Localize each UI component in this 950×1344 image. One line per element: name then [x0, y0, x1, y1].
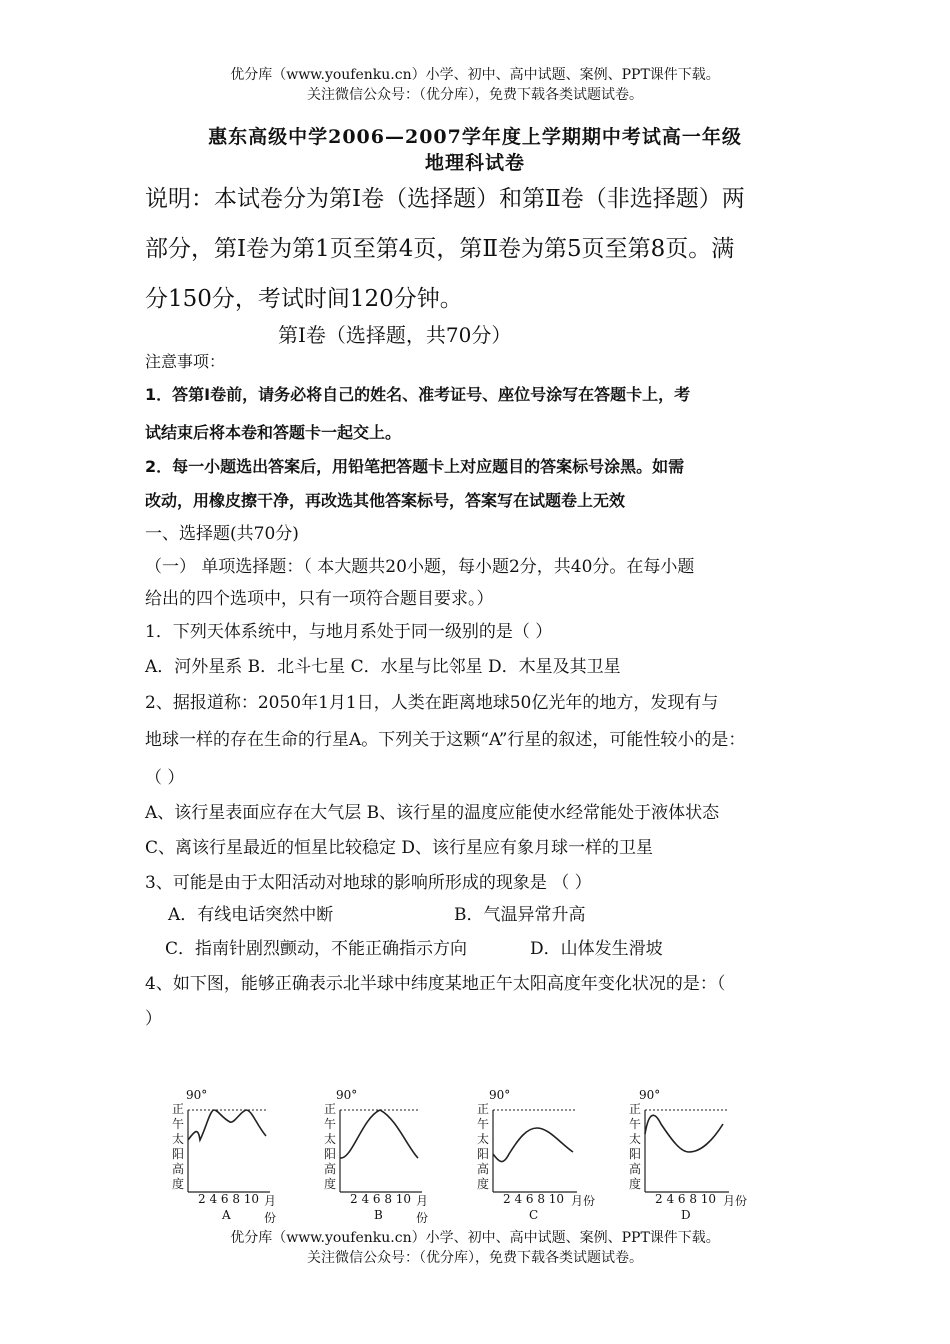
graph-b-x-ticks: 2 4 6 8 10 [350, 1192, 412, 1206]
graph-c-x-ticks: 2 4 6 8 10 [503, 1192, 565, 1206]
notes-heading: 注意事项： [145, 352, 226, 371]
question-2-options-cd: C、离该行星最近的恒星比较稳定 D、该行星应有象月球一样的卫星 [145, 838, 654, 858]
question-4-line-2: ） [145, 1009, 162, 1029]
question-3-option-b: B．气温异常升高 [454, 905, 586, 925]
part-heading: 一、选择题(共70分) [145, 524, 299, 544]
question-2-line-1: 2、据报道称：2050年1月1日，人类在距离地球50亿光年的地方，发现有与 [145, 693, 719, 713]
intro-line-1: 说明：本试卷分为第Ⅰ卷（选择题）和第Ⅱ卷（非选择题）两 [145, 186, 745, 212]
graph-d [627, 1088, 747, 1228]
graph-b-x-unit: 月份 [416, 1194, 429, 1225]
note-2-line-2: 改动，用橡皮擦干净，再改选其他答案标号，答案写在试题卷上无效 [145, 491, 626, 510]
question-3-option-c: C．指南针剧烈颤动，不能正确指示方向 [165, 939, 468, 959]
graph-a-x-unit: 月份 [264, 1194, 277, 1225]
graph-d-label: D [681, 1208, 691, 1222]
graph-d-top-label: 90° [639, 1088, 661, 1102]
graph-c-label: C [529, 1208, 539, 1222]
graph-a [170, 1088, 285, 1228]
graph-b-top-label: 90° [336, 1088, 358, 1102]
graph-a-y-label: 正 午 太 阳 高 度 [172, 1102, 185, 1191]
note-2-line-1: 2．每一小题选出答案后，用铅笔把答题卡上对应题目的答案标号涂黑。如需 [145, 457, 685, 476]
section-heading: 第Ⅰ卷（选择题，共70分） [278, 323, 512, 347]
question-2-line-3: （ ） [145, 768, 185, 788]
question-4-line-1: 4、如下图，能够正确表示北半球中纬度某地正午太阳高度年变化状况的是：（ [145, 974, 726, 994]
intro-line-3: 分150分，考试时间120分钟。 [145, 286, 463, 312]
graph-d-x-ticks: 2 4 6 8 10 [655, 1192, 717, 1206]
footer-line-1: 优分库（www.youfenku.cn）小学、初中、高中试题、案例、PPT课件下载。 [230, 1230, 720, 1246]
graph-d-y-label: 正 午 太 阳 高 度 [629, 1102, 642, 1191]
graph-b-y-label: 正 午 太 阳 高 度 [324, 1102, 337, 1191]
note-1-line-1: 1．答第Ⅰ卷前，请务必将自己的姓名、准考证号、座位号涂写在答题卡上，考 [145, 385, 691, 404]
graph-c-top-label: 90° [489, 1088, 511, 1102]
graph-a-label: A [222, 1208, 231, 1222]
note-1-line-2: 试结束后将本卷和答题卡一起交上。 [145, 423, 402, 442]
intro-line-2: 部分，第Ⅰ卷为第1页至第4页，第Ⅱ卷为第5页至第8页。满 [145, 236, 735, 262]
graph-a-x-ticks: 2 4 6 8 10 [198, 1192, 260, 1206]
graph-c [475, 1088, 595, 1228]
header-line-2: 关注微信公众号：（优分库），免费下载各类试题试卷。 [307, 87, 643, 103]
graph-c-y-label: 正 午 太 阳 高 度 [477, 1102, 490, 1191]
question-3: 3、可能是由于太阳活动对地球的影响所形成的现象是 （ ） [145, 873, 592, 893]
graph-a-top-label: 90° [186, 1088, 208, 1102]
question-1-options: A．河外星系 B．北斗七星 C．水星与比邻星 D．木星及其卫星 [145, 657, 621, 677]
graph-d-x-unit: 月份 [723, 1194, 748, 1208]
graph-b [322, 1088, 437, 1228]
graph-c-x-unit: 月份 [571, 1194, 596, 1208]
header-line-1: 优分库（www.youfenku.cn）小学、初中、高中试题、案例、PPT课件下载。 [230, 67, 720, 83]
question-2-options-ab: A、该行星表面应存在大气层 B、该行星的温度应能使水经常能处于液体状态 [145, 803, 720, 823]
question-2-line-2: 地球一样的存在生命的行星A。下列关于这颗“A”行星的叙述，可能性较小的是： [145, 730, 746, 750]
exam-title: 惠东高级中学2006—2007学年度上学期期中考试高一年级 [208, 126, 742, 148]
question-3-option-a: A．有线电话突然中断 [168, 905, 334, 925]
question-1: 1．下列天体系统中，与地月系处于同一级别的是（ ） [145, 622, 553, 642]
part-instruction-2: 给出的四个选项中，只有一项符合题目要求。） [145, 589, 494, 609]
footer-line-2: 关注微信公众号：（优分库），免费下载各类试题试卷。 [307, 1250, 643, 1266]
question-3-option-d: D．山体发生滑坡 [530, 939, 663, 959]
exam-subtitle: 地理科试卷 [424, 152, 525, 174]
part-instruction-1: （一） 单项选择题：（ 本大题共20小题，每小题2分，共40分。在每小题 [145, 557, 695, 577]
graph-b-label: B [374, 1208, 383, 1222]
